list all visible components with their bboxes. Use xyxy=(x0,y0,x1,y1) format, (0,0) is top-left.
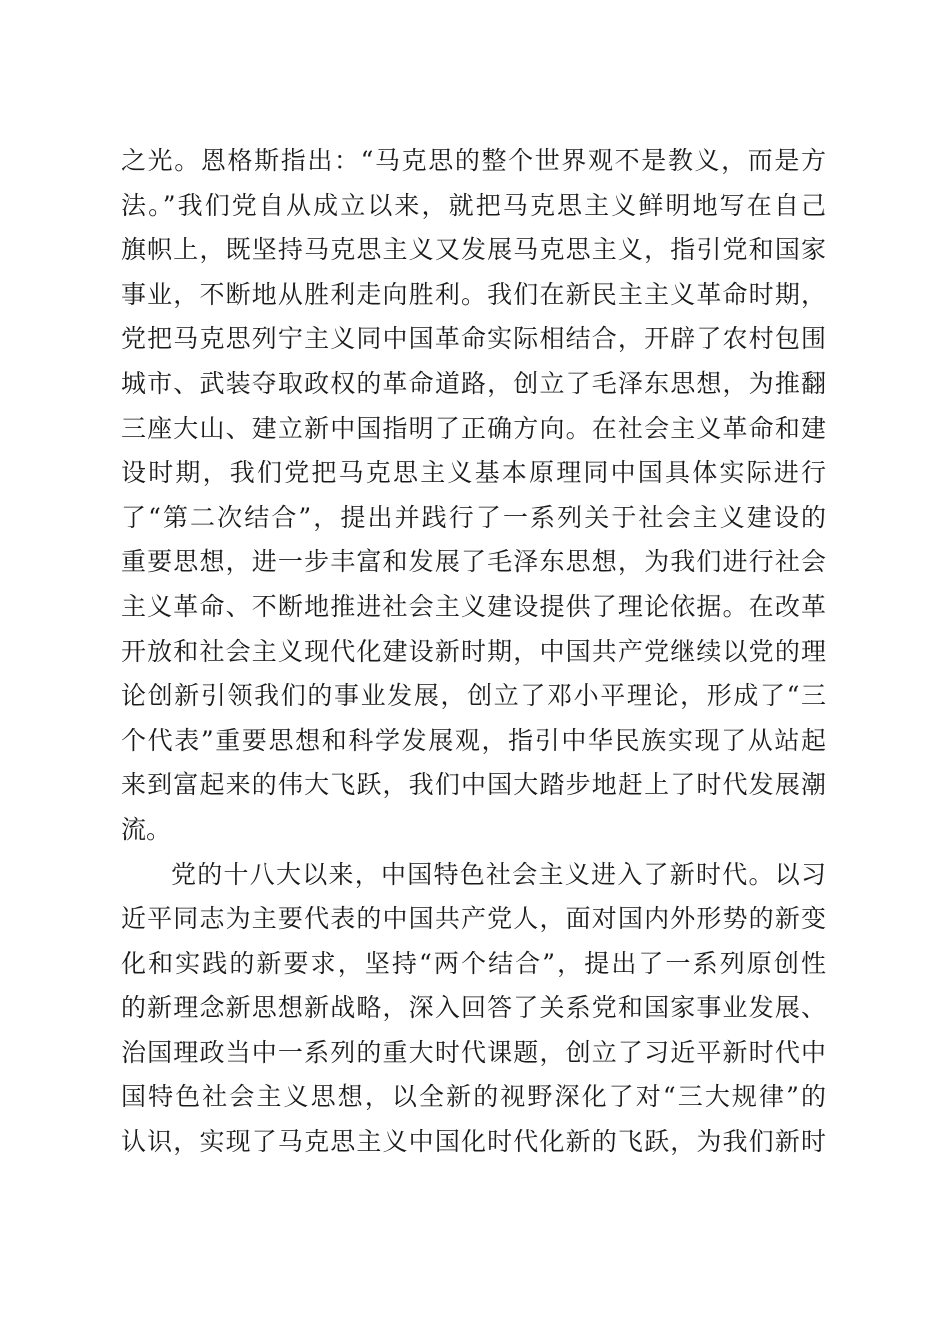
text-line: 流。 xyxy=(121,814,172,844)
text-line: 党把马克思列宁主义同中国革命实际相结合，开辟了农村包围 xyxy=(121,324,826,354)
text-line: 论创新引领我们的事业发展，创立了邓小平理论，形成了“三 xyxy=(121,681,826,711)
text-line: 开放和社会主义现代化建设新时期，中国共产党继续以党的理 xyxy=(121,636,826,666)
text-line: 主义革命、不断地推进社会主义建设提供了理论依据。在改革 xyxy=(121,591,826,621)
text-line: 事业，不断地从胜利走向胜利。我们在新民主主义革命时期， xyxy=(121,279,826,309)
paragraph-1 xyxy=(121,139,826,853)
text-line: 之光。恩格斯指出：“马克思的整个世界观不是教义，而是方 xyxy=(121,146,826,175)
text-line: 个代表”重要思想和科学发展观，指引中华民族实现了从站起 xyxy=(121,725,826,755)
text-line: 国特色社会主义思想，以全新的视野深化了对“三大规律”的 xyxy=(121,1082,826,1112)
text-line: 认识，实现了马克思主义中国化时代化新的飞跃，为我们新时 xyxy=(121,1127,826,1157)
text-line: 来到富起来的伟大飞跃，我们中国大踏步地赶上了时代发展潮 xyxy=(121,770,826,800)
text-line: 了“第二次结合”，提出并践行了一系列关于社会主义建设的 xyxy=(121,502,826,532)
text-line: 法。”我们党自从成立以来，就把马克思主义鲜明地写在自己 xyxy=(121,190,826,220)
text-line: 治国理政当中一系列的重大时代课题，创立了习近平新时代中 xyxy=(121,1037,826,1067)
paragraph-2 xyxy=(121,853,826,1165)
text-line: 城市、武装夺取政权的革命道路，创立了毛泽东思想，为推翻 xyxy=(121,368,826,398)
text-line: 的新理念新思想新战略，深入回答了关系党和国家事业发展、 xyxy=(121,993,826,1023)
text-line: 重要思想，进一步丰富和发展了毛泽东思想，为我们进行社会 xyxy=(121,547,826,577)
text-line: 党的十八大以来，中国特色社会主义进入了新时代。以习 xyxy=(171,859,826,889)
text-line: 设时期，我们党把马克思主义基本原理同中国具体实际进行 xyxy=(121,458,826,488)
text-line: 三座大山、建立新中国指明了正确方向。在社会主义革命和建 xyxy=(121,413,826,443)
text-line: 近平同志为主要代表的中国共产党人，面对国内外形势的新变 xyxy=(121,904,826,934)
document-body xyxy=(121,139,826,1165)
text-line: 旗帜上，既坚持马克思主义又发展马克思主义，指引党和国家 xyxy=(121,235,826,265)
text-line: 化和实践的新要求，坚持“两个结合”，提出了一系列原创性 xyxy=(121,948,826,978)
